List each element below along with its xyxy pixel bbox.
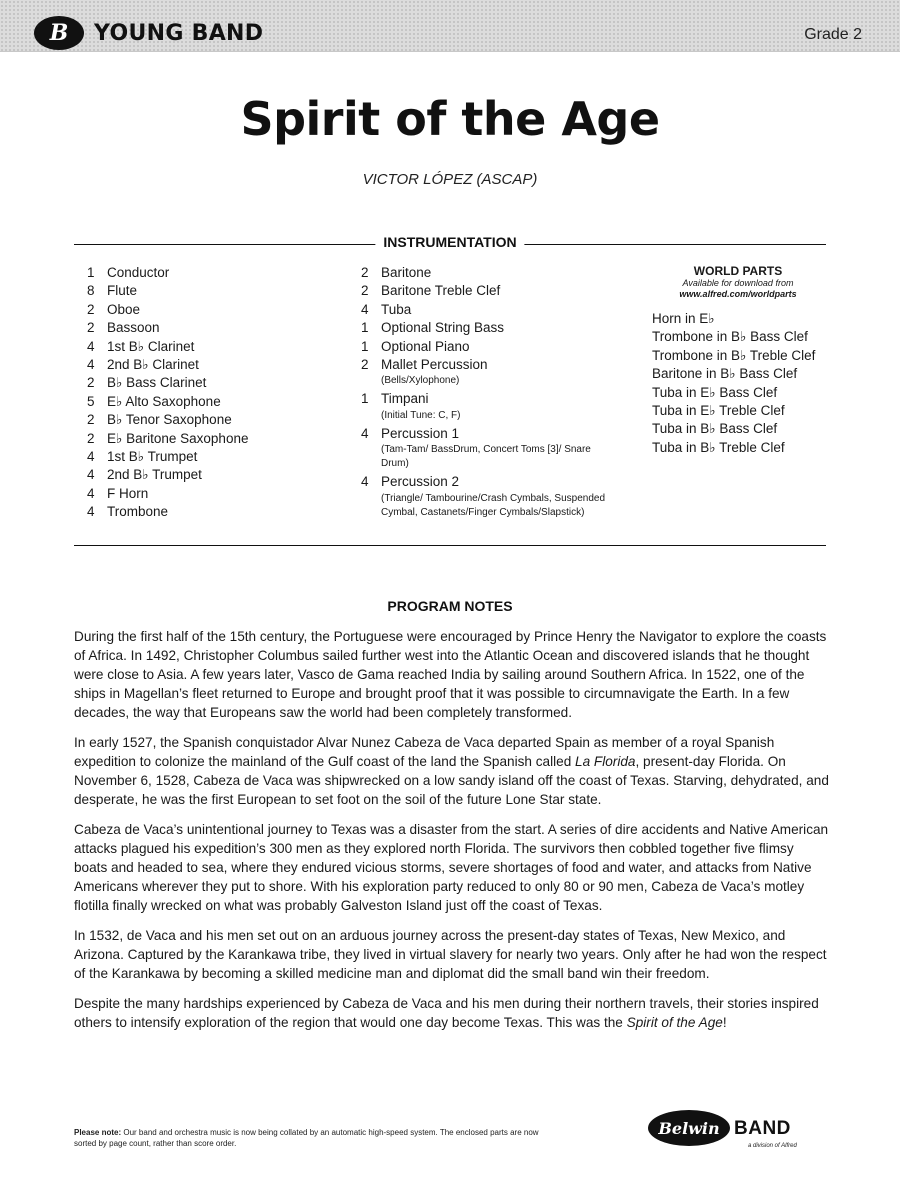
instrument-name: Optional String Bass	[381, 320, 505, 336]
instrumentation-column-1	[87, 264, 347, 522]
instrument-qty: 4	[87, 504, 95, 520]
instrument-name: 2nd B♭ Clarinet	[107, 357, 199, 373]
world-part-item: Baritone in B♭ Bass Clef	[652, 366, 798, 382]
instrument-row	[87, 448, 347, 466]
instrument-qty: 1	[361, 320, 369, 336]
young-band-logo-icon: B	[34, 16, 84, 50]
instrument-name: Baritone	[381, 265, 432, 280]
instrument-note: (Initial Tune: C, F)	[381, 409, 461, 421]
instrument-row	[361, 473, 621, 491]
instrument-name: Trombone	[107, 504, 169, 520]
instrument-row	[361, 425, 621, 443]
instrument-row	[87, 356, 347, 374]
brand	[34, 13, 263, 53]
instrument-name: 1st B♭ Trumpet	[107, 449, 198, 465]
world-part-item: Trombone in B♭ Treble Clef	[652, 347, 816, 363]
instrument-name: 2nd B♭ Trumpet	[107, 467, 202, 483]
notes-text: !	[722, 1015, 727, 1030]
instrument-note: (Bells/Xylophone)	[381, 375, 460, 387]
instrument-qty: 4	[87, 338, 95, 354]
instrument-qty: 5	[87, 393, 95, 409]
program-notes-heading: PROGRAM NOTES	[387, 598, 513, 614]
instrument-qty: 2	[361, 265, 369, 280]
instrument-row	[361, 390, 621, 408]
instrument-qty: 2	[87, 375, 95, 391]
notes-paragraph-5	[74, 994, 830, 1032]
instrument-row	[87, 503, 347, 521]
instrument-qty: 8	[87, 283, 95, 299]
instrument-name: B♭ Tenor Saxophone	[107, 412, 232, 428]
world-part-item: Trombone in B♭ Bass Clef	[652, 329, 808, 345]
instrument-note: (Triangle/ Tambourine/Crash Cymbals, Suspended Cymbal, Castanets/Finger Cymbals/Slapstick)	[381, 492, 605, 518]
instrumentation-column-2	[361, 264, 621, 522]
instrument-qty: 4	[87, 467, 95, 483]
instrument-row	[87, 319, 347, 337]
instrument-row	[361, 282, 621, 300]
instrument-qty: 2	[87, 430, 95, 446]
instrument-name: Percussion 2	[381, 474, 460, 490]
instrument-row	[87, 393, 347, 411]
world-parts	[652, 264, 842, 457]
instrumentation-bottom-rule	[74, 545, 826, 546]
instrument-name: Bassoon	[107, 320, 160, 336]
instrument-row	[87, 411, 347, 429]
instrument-name: Percussion 1	[381, 425, 460, 441]
notes-paragraph-2	[74, 733, 830, 809]
instrument-qty: 1	[361, 338, 369, 354]
instrument-qty: 2	[87, 412, 95, 428]
instrument-row	[87, 301, 347, 319]
notes-paragraph-1: During the first half of the 15th century, the Portuguese were encouraged by Prince Henry the Navigator to explore the coasts of Africa. In 1492, Christopher Columbus sailed further west into the Atlantic Ocean and discovered islands that he thought were close to Asia. A few years later, Vasco de Gama reached India by sailing around Southern Africa. In 1522, one of the ships in Magellan’s fleet returned to Europe and brought proof that it was possible to circumnavigate the Earth. In a few decades, the way that Europeans saw the world had been completely transformed.	[74, 629, 827, 720]
notes-italic: Spirit of the Age	[626, 1015, 723, 1030]
instrument-qty: 2	[361, 357, 369, 373]
instrument-qty: 2	[361, 283, 369, 299]
publisher-subtitle: a division of Alfred	[748, 1143, 797, 1149]
composer: VICTOR LÓPEZ (ASCAP)	[362, 171, 538, 188]
instrument-name: Baritone Treble Clef	[381, 283, 501, 299]
instrument-name: Tuba	[381, 301, 412, 317]
instrument-row	[361, 356, 621, 374]
instrument-row	[87, 430, 347, 448]
world-parts-list	[652, 310, 842, 457]
instrument-qty: 1	[87, 265, 95, 280]
world-part-item: Tuba in E♭ Treble Clef	[652, 403, 785, 419]
instrument-row	[361, 319, 621, 337]
instrument-qty: 1	[361, 391, 369, 407]
instrument-name: E♭ Baritone Saxophone	[107, 430, 249, 446]
instrument-name: Optional Piano	[381, 338, 470, 354]
instrument-row	[87, 485, 347, 503]
notes-paragraph-3: Cabeza de Vaca’s unintentional journey to Texas was a disaster from the start. A series of dire accidents and Native American attacks plagued his expedition’s 300 men as they explored north Florida. The survivors then cobbled together five flimsy boats and headed to sea, where they endured vicious storms, severe shortages of food and water, and attacks from Native Americans wherever they put to shore. With his exploration party reduced to only 80 or 90 men, Cabeza de Vaca’s motley flotilla finally wrecked on what was probably Galveston Island just off the coast of Texas.	[74, 822, 829, 913]
instrument-row	[87, 282, 347, 300]
instrument-qty: 4	[87, 485, 95, 501]
instrument-note: (Tam-Tam/ BassDrum, Concert Toms [3]/ Snare Drum)	[381, 444, 591, 470]
notes-paragraph-4: In 1532, de Vaca and his men set out on an arduous journey across the present-day states of Texas, New Mexico, and Arizona. Captured by the Karankawa tribe, they lived in virtual slavery for nearly two years. Only after he had won the respect of the Karankawa by becoming a skilled medicine man and diplomat did the small band win their freedom.	[74, 928, 827, 981]
instrument-qty: 4	[361, 474, 369, 490]
instrument-name: F Horn	[107, 485, 149, 501]
world-part-item: Horn in E♭	[652, 311, 715, 326]
instrument-row	[87, 466, 347, 484]
publisher-band-label: BAND	[734, 1118, 791, 1139]
instrument-name: Oboe	[107, 301, 141, 317]
instrument-qty: 4	[87, 449, 95, 465]
instrument-qty: 4	[87, 357, 95, 373]
instrumentation-rule	[74, 234, 826, 254]
instrument-row	[361, 338, 621, 356]
instrument-name: Timpani	[381, 391, 429, 407]
page-title: Spirit of the Age	[240, 92, 660, 146]
instrument-name: B♭ Bass Clarinet	[107, 375, 207, 391]
instrument-name: E♭ Alto Saxophone	[107, 393, 221, 409]
notes-italic: La Florida	[575, 754, 636, 769]
instrument-row	[87, 374, 347, 392]
footer-note	[74, 1127, 544, 1149]
brand-name: YOUNG BAND	[94, 20, 264, 46]
instrument-name: Conductor	[107, 265, 170, 280]
world-parts-title: WORLD PARTS	[693, 264, 783, 278]
instrument-qty: 4	[361, 301, 369, 317]
footer-note-text: Our band and orchestra music is now being collated by an automatic high-speed system. The enclosed parts are now sorted by page count, rather than score order.	[74, 1128, 539, 1148]
notes-text: , present-day Florida. On November 6, 1528, Cabeza de Vaca was shipwrecked on a low sandy island off the coast of Texas. Starving, dehydrated, and desperate, he was the first European to set foot on the soil of the future Lone Star state.	[74, 754, 829, 807]
instrument-row	[87, 264, 347, 282]
belwin-logo-icon: Belwin	[648, 1110, 730, 1146]
instrumentation-heading: INSTRUMENTATION	[375, 234, 524, 250]
instrument-qty: 2	[87, 301, 95, 317]
grade-label: Grade 2	[804, 26, 862, 43]
notes-text: In early 1527, the Spanish conquistador Alvar Nunez Cabeza de Vaca departed Spain as member of a royal Spanish expedition to colonize the mainland of the Gulf coast of the land the Spanish called	[74, 735, 775, 769]
instrument-row	[87, 338, 347, 356]
world-parts-url[interactable]: www.alfred.com/worldparts	[679, 289, 797, 299]
program-notes	[74, 627, 830, 1043]
instrument-name: 1st B♭ Clarinet	[107, 338, 195, 354]
header-band	[0, 0, 900, 52]
world-part-item: Tuba in E♭ Bass Clef	[652, 384, 778, 400]
world-part-item: Tuba in B♭ Treble Clef	[652, 439, 785, 455]
instrument-qty: 4	[361, 425, 369, 441]
instrument-name: Mallet Percussion	[381, 357, 488, 373]
instrument-name: Flute	[107, 283, 138, 299]
footer-note-label: Please note:	[74, 1128, 122, 1137]
instrument-row	[361, 301, 621, 319]
notes-text: Despite the many hardships experienced by Cabeza de Vaca and his men during their northern travels, their stories inspired others to intensify exploration of the region that would one day become Texas. This was the	[74, 996, 819, 1030]
world-parts-subtitle: Available for download from	[682, 278, 794, 288]
instrument-qty: 2	[87, 320, 95, 336]
publisher-logo	[648, 1110, 838, 1156]
instrument-row	[361, 264, 621, 282]
world-part-item: Tuba in B♭ Bass Clef	[652, 421, 778, 437]
